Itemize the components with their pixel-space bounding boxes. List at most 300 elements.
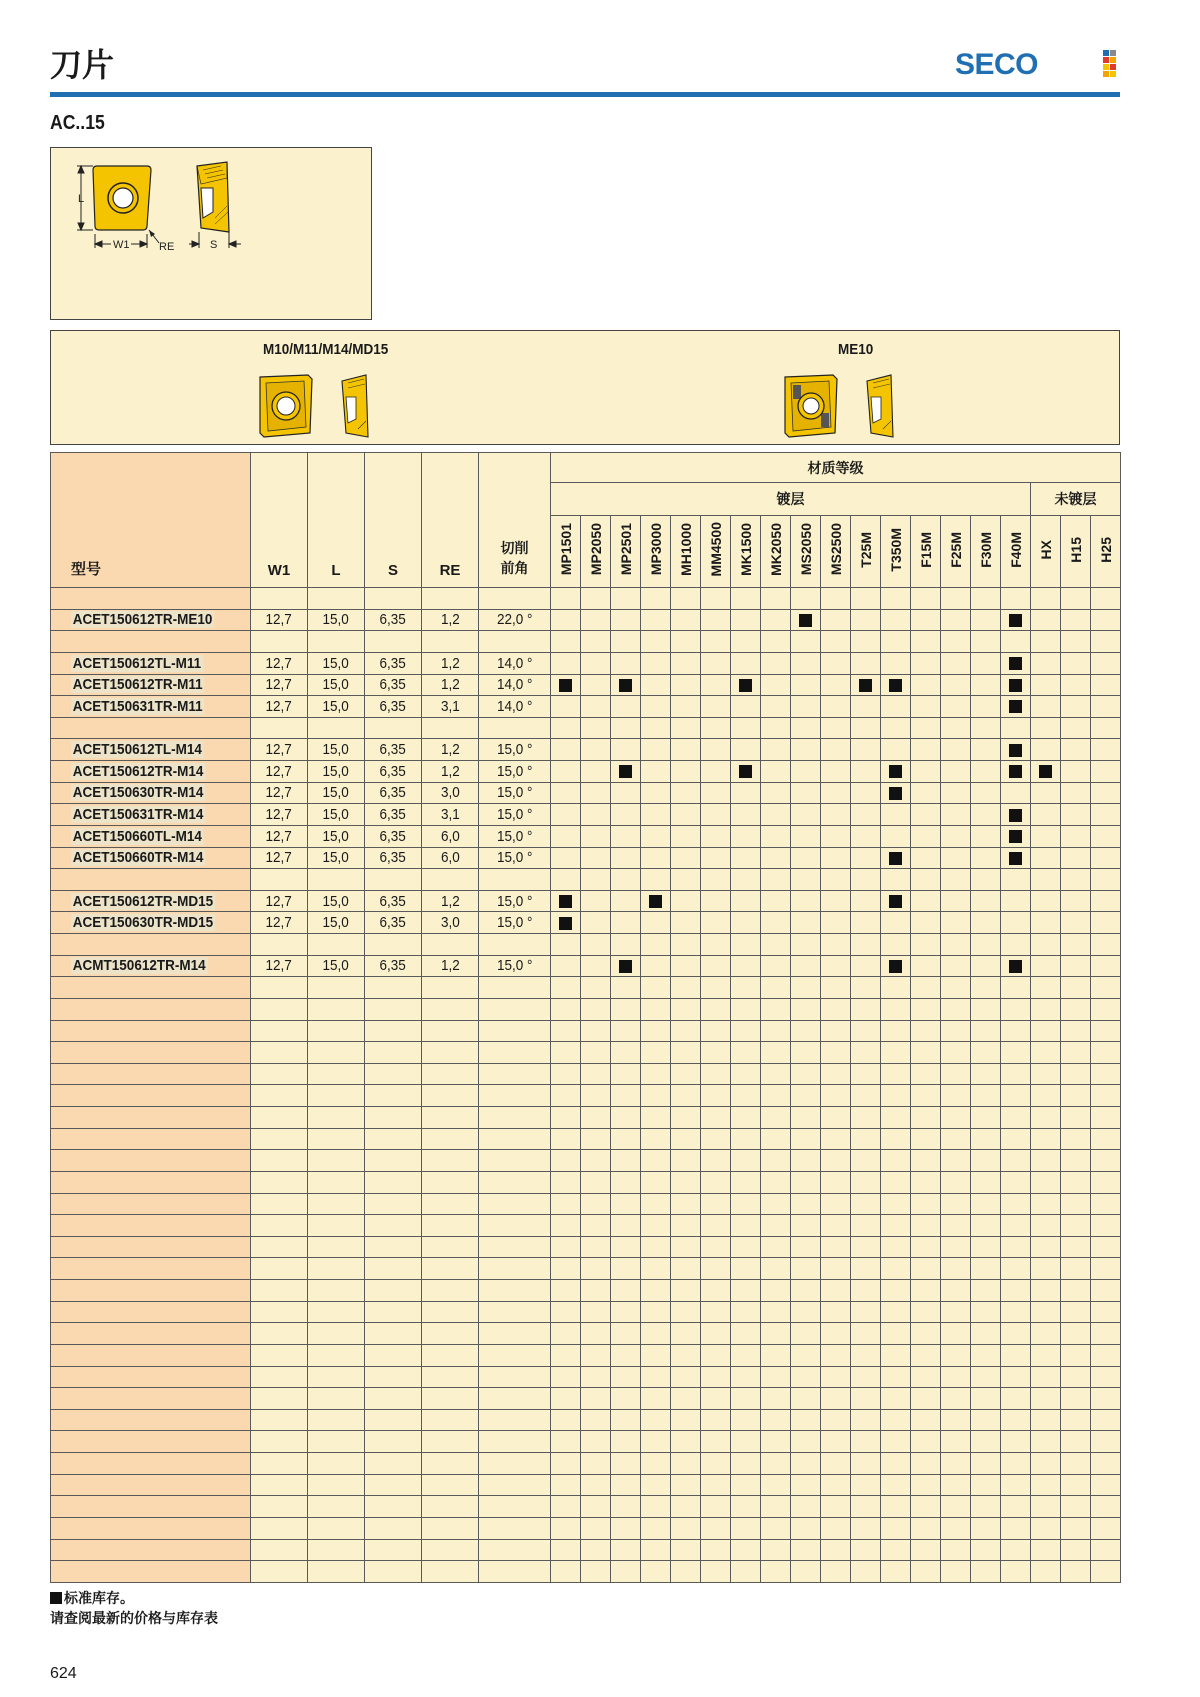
grade-cell-h15: [1061, 609, 1091, 631]
grade-cell-f25m: [941, 912, 971, 934]
cell-w1: 12,7: [251, 609, 308, 631]
grade-cell-mp2050: [581, 631, 611, 653]
cell-l: [308, 934, 365, 956]
grade-cell-t350m: [881, 955, 911, 977]
table-row: [51, 912, 1121, 934]
grade-cell-t25m: [851, 609, 881, 631]
empty-row: [51, 1431, 1121, 1453]
cell-w1: 12,7: [251, 912, 308, 934]
cell-l: [308, 869, 365, 891]
grade-cell-t25m: [851, 674, 881, 696]
grade-cell-t25m: [851, 652, 881, 674]
cell-l: 15,0: [308, 761, 365, 783]
grade-cell-mp1501: [551, 696, 581, 718]
grade-cell-hx: [1031, 869, 1061, 891]
grade-cell-t25m: [851, 588, 881, 610]
grade-cell-mh1000: [671, 825, 701, 847]
grade-cell-ms2050: [791, 609, 821, 631]
grade-cell-t350m: [881, 588, 911, 610]
stock-mark-icon: [1009, 809, 1022, 822]
grade-cell-mp3000: [641, 696, 671, 718]
grade-cell-h15: [1061, 588, 1091, 610]
empty-row: [51, 1171, 1121, 1193]
cell-re: 1,2: [422, 609, 479, 631]
grade-cell-mp3000: [641, 912, 671, 934]
grade-cell-mk2050: [761, 869, 791, 891]
cell-s: [365, 717, 422, 739]
grade-cell-mm4500: [701, 869, 731, 891]
grade-cell-f25m: [941, 717, 971, 739]
grade-cell-f40m: [1001, 890, 1031, 912]
svg-text:SECO: SECO: [955, 48, 1039, 80]
label-RE: RE: [159, 241, 175, 253]
grade-cell-mp1501: [551, 934, 581, 956]
cell-re: [422, 588, 479, 610]
footnote: 标准库存。 请查阅最新的价格与库存表: [50, 1591, 218, 1627]
cell-re: 3,0: [422, 782, 479, 804]
grade-cell-mp3000: [641, 869, 671, 891]
cell-w1: 12,7: [251, 674, 308, 696]
geometry-me10-images: [781, 371, 901, 441]
grade-cell-f30m: [971, 696, 1001, 718]
grade-cell-mp2501: [611, 890, 641, 912]
grade-cell-t25m: [851, 869, 881, 891]
cell-w1: 12,7: [251, 825, 308, 847]
grade-cell-mm4500: [701, 761, 731, 783]
col-header-l: L: [308, 453, 365, 588]
grades-group-header: 材质等级: [551, 453, 1121, 483]
insert-side-view: [197, 162, 229, 232]
stock-mark-icon: [619, 765, 632, 778]
stock-mark-icon: [619, 960, 632, 973]
grade-cell-mk2050: [761, 847, 791, 869]
grade-cell-f30m: [971, 717, 1001, 739]
grade-cell-h25: [1091, 652, 1121, 674]
empty-row: [51, 977, 1121, 999]
grade-cell-ms2050: [791, 761, 821, 783]
stock-mark-icon: [1039, 765, 1052, 778]
grade-cell-hx: [1031, 696, 1061, 718]
empty-row: [51, 1107, 1121, 1129]
grade-cell-t25m: [851, 847, 881, 869]
table-row: [51, 652, 1121, 674]
grade-cell-h15: [1061, 652, 1091, 674]
cell-w1: [251, 717, 308, 739]
grade-cell-hx: [1031, 674, 1061, 696]
product-code: ACET150612TL-M11: [51, 652, 251, 674]
stock-mark-icon: [1009, 614, 1022, 627]
grade-cell-mh1000: [671, 588, 701, 610]
grade-cell-mp3000: [641, 955, 671, 977]
grade-cell-f40m: [1001, 739, 1031, 761]
grade-cell-mp2050: [581, 674, 611, 696]
cell-l: 15,0: [308, 912, 365, 934]
geometry-label-me10: ME10: [837, 341, 874, 358]
grade-cell-ms2050: [791, 847, 821, 869]
cell-s: 6,35: [365, 739, 422, 761]
cell-re: [422, 934, 479, 956]
grade-cell-h25: [1091, 912, 1121, 934]
product-code: ACET150612TR-M14: [51, 761, 251, 783]
grade-cell-mp2501: [611, 739, 641, 761]
grade-cell-mk2050: [761, 631, 791, 653]
grade-cell-mm4500: [701, 804, 731, 826]
product-code: ACET150612TR-MD15: [51, 890, 251, 912]
grade-cell-mp2050: [581, 869, 611, 891]
grade-cell-f30m: [971, 631, 1001, 653]
grade-cell-mp2050: [581, 847, 611, 869]
cell-s: 6,35: [365, 609, 422, 631]
product-code: [51, 588, 251, 610]
grade-cell-f25m: [941, 869, 971, 891]
grade-header-mh1000: MH1000: [671, 516, 701, 588]
grade-cell-mk2050: [761, 934, 791, 956]
table-row: [51, 847, 1121, 869]
product-code: ACET150630TR-M14: [51, 782, 251, 804]
grade-cell-mk1500: [731, 696, 761, 718]
grade-cell-mk1500: [731, 588, 761, 610]
cell-re: 1,2: [422, 955, 479, 977]
page-title: 刀片: [50, 46, 115, 84]
grade-cell-ms2050: [791, 934, 821, 956]
grade-cell-h25: [1091, 588, 1121, 610]
cell-l: 15,0: [308, 782, 365, 804]
cell-w1: [251, 631, 308, 653]
grade-cell-f15m: [911, 869, 941, 891]
grade-cell-f15m: [911, 609, 941, 631]
grade-cell-mm4500: [701, 955, 731, 977]
grade-cell-ms2050: [791, 825, 821, 847]
stock-mark-icon: [1009, 960, 1022, 973]
grade-cell-t350m: [881, 631, 911, 653]
grade-cell-h25: [1091, 869, 1121, 891]
empty-row: [51, 1344, 1121, 1366]
cell-rake: 14,0 °: [479, 652, 551, 674]
cell-rake: 15,0 °: [479, 912, 551, 934]
grade-cell-h15: [1061, 825, 1091, 847]
grade-cell-hx: [1031, 847, 1061, 869]
geometry-label-m: M10/M11/M14/MD15: [262, 341, 389, 358]
cell-rake: [479, 631, 551, 653]
grade-cell-t25m: [851, 825, 881, 847]
grade-cell-h15: [1061, 717, 1091, 739]
stock-mark-icon: [559, 917, 572, 930]
grade-cell-t350m: [881, 869, 911, 891]
grade-cell-mp1501: [551, 674, 581, 696]
grade-cell-h25: [1091, 804, 1121, 826]
grade-cell-mm4500: [701, 782, 731, 804]
empty-row: [51, 1236, 1121, 1258]
grade-cell-mp3000: [641, 631, 671, 653]
grade-cell-f25m: [941, 890, 971, 912]
grade-cell-hx: [1031, 912, 1061, 934]
grade-cell-f40m: [1001, 588, 1031, 610]
grade-header-t25m: T25M: [851, 516, 881, 588]
cell-rake: 15,0 °: [479, 782, 551, 804]
empty-row: [51, 1388, 1121, 1410]
empty-row: [51, 1409, 1121, 1431]
grade-cell-ms2500: [821, 696, 851, 718]
grade-cell-mk2050: [761, 652, 791, 674]
grade-cell-mk1500: [731, 934, 761, 956]
stock-mark-icon: [889, 787, 902, 800]
grade-cell-hx: [1031, 631, 1061, 653]
cell-w1: [251, 869, 308, 891]
grade-cell-mp1501: [551, 761, 581, 783]
product-code: ACET150660TR-M14: [51, 847, 251, 869]
cell-w1: 12,7: [251, 847, 308, 869]
grade-cell-f25m: [941, 588, 971, 610]
grade-cell-h15: [1061, 890, 1091, 912]
grade-cell-f40m: [1001, 717, 1031, 739]
cell-w1: 12,7: [251, 652, 308, 674]
spacer-row: [51, 631, 1121, 653]
grade-cell-mp2050: [581, 782, 611, 804]
grade-cell-h15: [1061, 955, 1091, 977]
cell-s: [365, 588, 422, 610]
grade-cell-h15: [1061, 739, 1091, 761]
grade-cell-f15m: [911, 912, 941, 934]
grade-cell-f30m: [971, 782, 1001, 804]
grade-cell-f30m: [971, 609, 1001, 631]
grade-cell-mp3000: [641, 934, 671, 956]
cell-re: 1,2: [422, 761, 479, 783]
spacer-row: [51, 717, 1121, 739]
grade-cell-mp2501: [611, 588, 641, 610]
grade-cell-t25m: [851, 696, 881, 718]
grade-cell-t350m: [881, 609, 911, 631]
grade-cell-mp1501: [551, 825, 581, 847]
cell-s: 6,35: [365, 804, 422, 826]
grade-cell-mp2050: [581, 717, 611, 739]
grade-cell-mh1000: [671, 890, 701, 912]
grade-cell-t25m: [851, 912, 881, 934]
grade-cell-f25m: [941, 934, 971, 956]
grade-cell-f15m: [911, 717, 941, 739]
grade-cell-h25: [1091, 847, 1121, 869]
grade-cell-f15m: [911, 847, 941, 869]
grade-cell-hx: [1031, 609, 1061, 631]
grade-cell-mm4500: [701, 890, 731, 912]
grade-cell-mh1000: [671, 609, 701, 631]
cell-s: [365, 934, 422, 956]
grade-cell-t350m: [881, 739, 911, 761]
cell-s: 6,35: [365, 652, 422, 674]
grade-cell-mh1000: [671, 717, 701, 739]
insert-top-view: [93, 166, 151, 230]
cell-s: 6,35: [365, 955, 422, 977]
grade-cell-ms2050: [791, 717, 821, 739]
grade-cell-mk2050: [761, 955, 791, 977]
grade-cell-mk2050: [761, 696, 791, 718]
grade-cell-ms2500: [821, 934, 851, 956]
cell-w1: 12,7: [251, 890, 308, 912]
grade-cell-mh1000: [671, 782, 701, 804]
grade-cell-mp3000: [641, 825, 671, 847]
empty-row: [51, 1301, 1121, 1323]
grade-cell-mp2501: [611, 912, 641, 934]
grade-cell-mp2501: [611, 955, 641, 977]
label-W1: W1: [113, 239, 130, 251]
grade-cell-ms2050: [791, 869, 821, 891]
col-header-s: S: [365, 453, 422, 588]
cell-re: 3,0: [422, 912, 479, 934]
grade-cell-ms2050: [791, 804, 821, 826]
cell-rake: 15,0 °: [479, 804, 551, 826]
grade-cell-mp1501: [551, 588, 581, 610]
cell-s: [365, 631, 422, 653]
stock-mark-icon: [859, 679, 872, 692]
grade-cell-f15m: [911, 761, 941, 783]
product-code: [51, 869, 251, 891]
grade-cell-hx: [1031, 782, 1061, 804]
grade-cell-hx: [1031, 739, 1061, 761]
grade-cell-ms2500: [821, 912, 851, 934]
grade-cell-mk2050: [761, 912, 791, 934]
grade-cell-ms2500: [821, 804, 851, 826]
grade-cell-f25m: [941, 739, 971, 761]
grade-cell-mk1500: [731, 761, 761, 783]
product-code: [51, 934, 251, 956]
cell-rake: 22,0 °: [479, 609, 551, 631]
grade-cell-h15: [1061, 631, 1091, 653]
grade-cell-mp2501: [611, 674, 641, 696]
stock-mark-icon: [559, 679, 572, 692]
cell-re: 1,2: [422, 674, 479, 696]
grade-cell-t350m: [881, 890, 911, 912]
grade-cell-mp2050: [581, 890, 611, 912]
grade-cell-ms2500: [821, 782, 851, 804]
product-code: [51, 631, 251, 653]
cell-w1: 12,7: [251, 955, 308, 977]
grade-cell-f30m: [971, 652, 1001, 674]
grade-cell-mk2050: [761, 674, 791, 696]
grade-cell-mm4500: [701, 739, 731, 761]
grade-cell-t350m: [881, 652, 911, 674]
cell-rake: 15,0 °: [479, 955, 551, 977]
grade-cell-h15: [1061, 912, 1091, 934]
grade-cell-mh1000: [671, 934, 701, 956]
grade-cell-mk1500: [731, 739, 761, 761]
cell-l: [308, 631, 365, 653]
stock-mark-icon: [739, 679, 752, 692]
stock-mark-icon: [889, 960, 902, 973]
cell-l: [308, 588, 365, 610]
grade-cell-mp2501: [611, 934, 641, 956]
stock-mark-icon: [889, 895, 902, 908]
grade-cell-mp2050: [581, 912, 611, 934]
grade-cell-f30m: [971, 825, 1001, 847]
grade-cell-f15m: [911, 804, 941, 826]
grade-cell-mk1500: [731, 631, 761, 653]
empty-row: [51, 1193, 1121, 1215]
grade-cell-mm4500: [701, 847, 731, 869]
grade-cell-h25: [1091, 609, 1121, 631]
cell-s: [365, 869, 422, 891]
grade-header-mk2050: MK2050: [761, 516, 791, 588]
grade-cell-ms2500: [821, 847, 851, 869]
grade-cell-mk2050: [761, 739, 791, 761]
grade-cell-mm4500: [701, 912, 731, 934]
grade-cell-f40m: [1001, 652, 1031, 674]
grade-cell-mm4500: [701, 825, 731, 847]
grade-cell-hx: [1031, 652, 1061, 674]
grade-cell-f40m: [1001, 609, 1031, 631]
stock-mark-icon: [889, 765, 902, 778]
grade-cell-mk2050: [761, 588, 791, 610]
empty-row: [51, 1258, 1121, 1280]
grade-cell-mk1500: [731, 847, 761, 869]
grade-cell-mp3000: [641, 804, 671, 826]
grade-cell-mk1500: [731, 674, 761, 696]
cell-rake: 15,0 °: [479, 847, 551, 869]
grade-cell-h25: [1091, 631, 1121, 653]
grade-cell-f25m: [941, 955, 971, 977]
series-title: AC..15: [50, 112, 105, 134]
grade-cell-ms2500: [821, 869, 851, 891]
grade-cell-f30m: [971, 890, 1001, 912]
product-code: ACET150612TR-ME10: [51, 609, 251, 631]
grade-cell-mp2050: [581, 804, 611, 826]
grade-cell-f15m: [911, 631, 941, 653]
grade-cell-ms2500: [821, 825, 851, 847]
cell-w1: 12,7: [251, 782, 308, 804]
grade-cell-mh1000: [671, 847, 701, 869]
stock-mark-icon: [559, 895, 572, 908]
grade-cell-ms2050: [791, 696, 821, 718]
grade-cell-h25: [1091, 890, 1121, 912]
grade-cell-mp2501: [611, 869, 641, 891]
grade-cell-f30m: [971, 804, 1001, 826]
grade-cell-mh1000: [671, 955, 701, 977]
product-code: ACET150612TL-M14: [51, 739, 251, 761]
cell-re: [422, 631, 479, 653]
grade-cell-mp2050: [581, 825, 611, 847]
grade-cell-mp3000: [641, 588, 671, 610]
grade-cell-f30m: [971, 739, 1001, 761]
cell-s: 6,35: [365, 782, 422, 804]
grade-cell-mp2501: [611, 761, 641, 783]
product-code: [51, 717, 251, 739]
stock-mark-icon: [1009, 679, 1022, 692]
grade-cell-ms2050: [791, 631, 821, 653]
grade-cell-hx: [1031, 825, 1061, 847]
empty-row: [51, 1063, 1121, 1085]
grade-cell-f25m: [941, 674, 971, 696]
grade-cell-ms2500: [821, 955, 851, 977]
cell-s: 6,35: [365, 696, 422, 718]
grade-cell-mp3000: [641, 761, 671, 783]
grade-header-ms2050: MS2050: [791, 516, 821, 588]
grade-cell-mp1501: [551, 652, 581, 674]
seco-logo: [955, 46, 1120, 80]
grade-cell-h25: [1091, 782, 1121, 804]
geometry-panel: [50, 330, 1120, 445]
product-grade-table: [50, 452, 1121, 1583]
product-code: ACET150660TL-M14: [51, 825, 251, 847]
empty-row: [51, 1020, 1121, 1042]
cell-s: 6,35: [365, 761, 422, 783]
grade-cell-mm4500: [701, 588, 731, 610]
grade-cell-h25: [1091, 717, 1121, 739]
grade-cell-t25m: [851, 761, 881, 783]
grade-cell-f30m: [971, 588, 1001, 610]
grade-cell-mp3000: [641, 609, 671, 631]
grade-cell-mp2501: [611, 804, 641, 826]
grade-header-mp3000: MP3000: [641, 516, 671, 588]
grade-cell-hx: [1031, 955, 1061, 977]
cell-w1: 12,7: [251, 804, 308, 826]
